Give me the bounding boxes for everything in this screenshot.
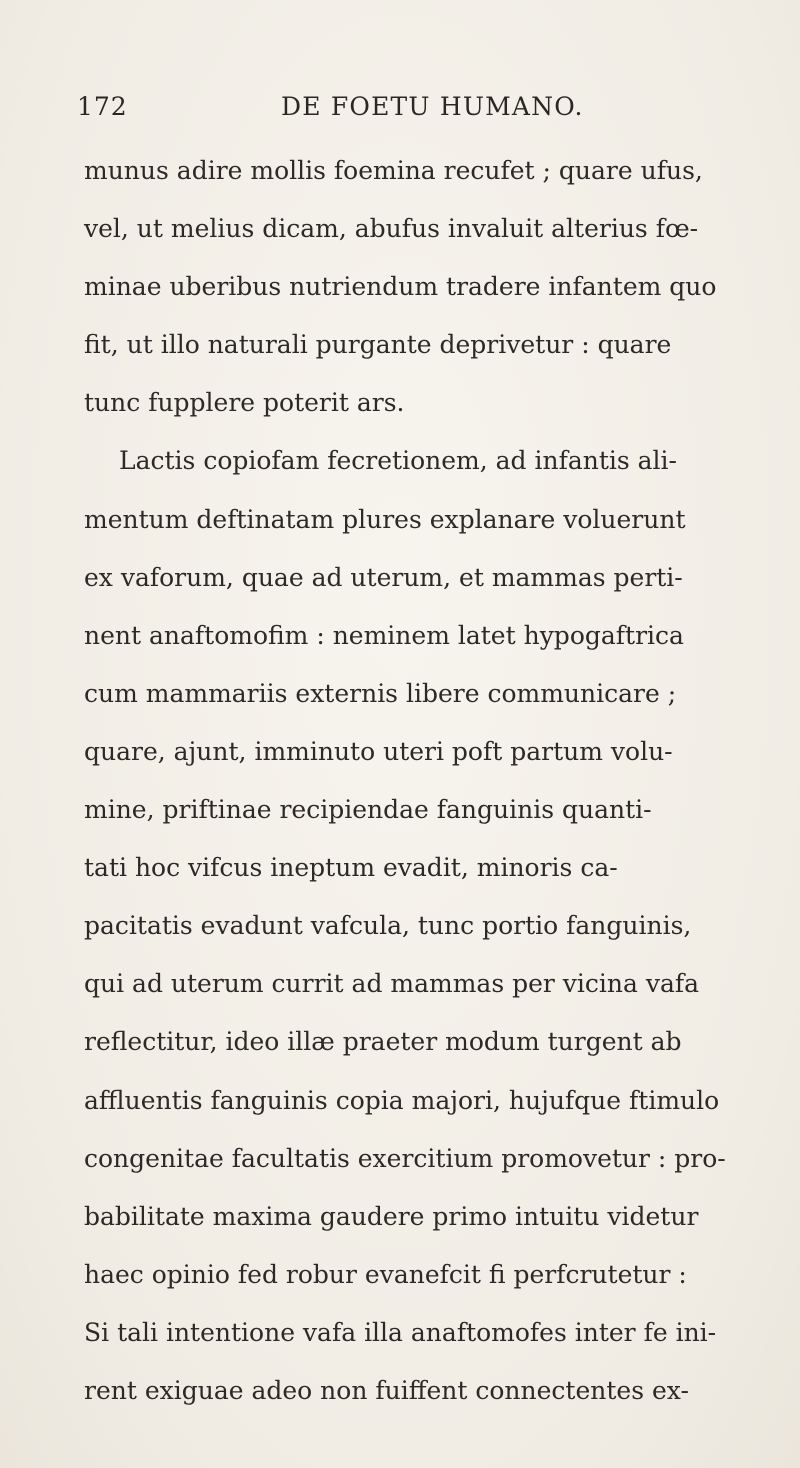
text-line: quare, ajunt, imminuto uteri poft partum volu- (84, 736, 673, 766)
paragraph-start-line: Lactis copiofam fecretionem, ad infantis ali- (119, 446, 677, 476)
text-line: haec opinio fed robur evanefcit fi perfcrutetur : (84, 1259, 687, 1289)
text-line: congenitae facultatis exercitium promovetur : pro- (84, 1143, 726, 1173)
text-line: cum mammariis externis libere communicare ; (84, 678, 677, 708)
text-line: rent exiguae adeo non fuiffent connectentes ex- (84, 1375, 689, 1405)
text-line: nent anaftomofim : neminem latet hypogaftrica (84, 620, 684, 650)
text-line: reflectitur, ideo illæ praeter modum turgent ab (84, 1027, 682, 1057)
text-line: Si tali intentione vafa illa anaftomofes inter fe ini- (84, 1317, 717, 1347)
text-line: babilitate maxima gaudere primo intuitu videtur (84, 1201, 699, 1231)
text-line: qui ad uterum currit ad mammas per vicina vafa (84, 969, 700, 999)
page-header (77, 92, 717, 132)
text-line: pacitatis evadunt vafcula, tunc portio fanguinis, (84, 911, 692, 941)
text-line: mine, priftinae recipiendae fanguinis quanti- (84, 795, 652, 825)
text-line: ex vaforum, quae ad uterum, et mammas perti- (84, 562, 683, 592)
text-line: munus adire mollis foemina recufet ; quare ufus, (84, 156, 703, 185)
text-line: vel, ut melius dicam, abufus invaluit alterius fœ- (84, 214, 699, 244)
text-line: affluentis fanguinis copia majori, hujufque ftimulo (84, 1085, 720, 1115)
page-number: 172 (77, 92, 128, 121)
text-line: mentum deftinatam plures explanare voluerunt (84, 504, 686, 534)
text-line: fit, ut illo naturali purgante deprivetur : quare (84, 330, 672, 360)
text-line: tati hoc vifcus ineptum evadit, minoris ca- (84, 853, 618, 883)
text-line: tunc fupplere poterit ars. (84, 388, 405, 418)
body-text (84, 142, 744, 1420)
text-line: minae uberibus nutriendum tradere infantem quo (84, 272, 717, 302)
running-head: DE FOETU HUMANO. (281, 92, 584, 121)
